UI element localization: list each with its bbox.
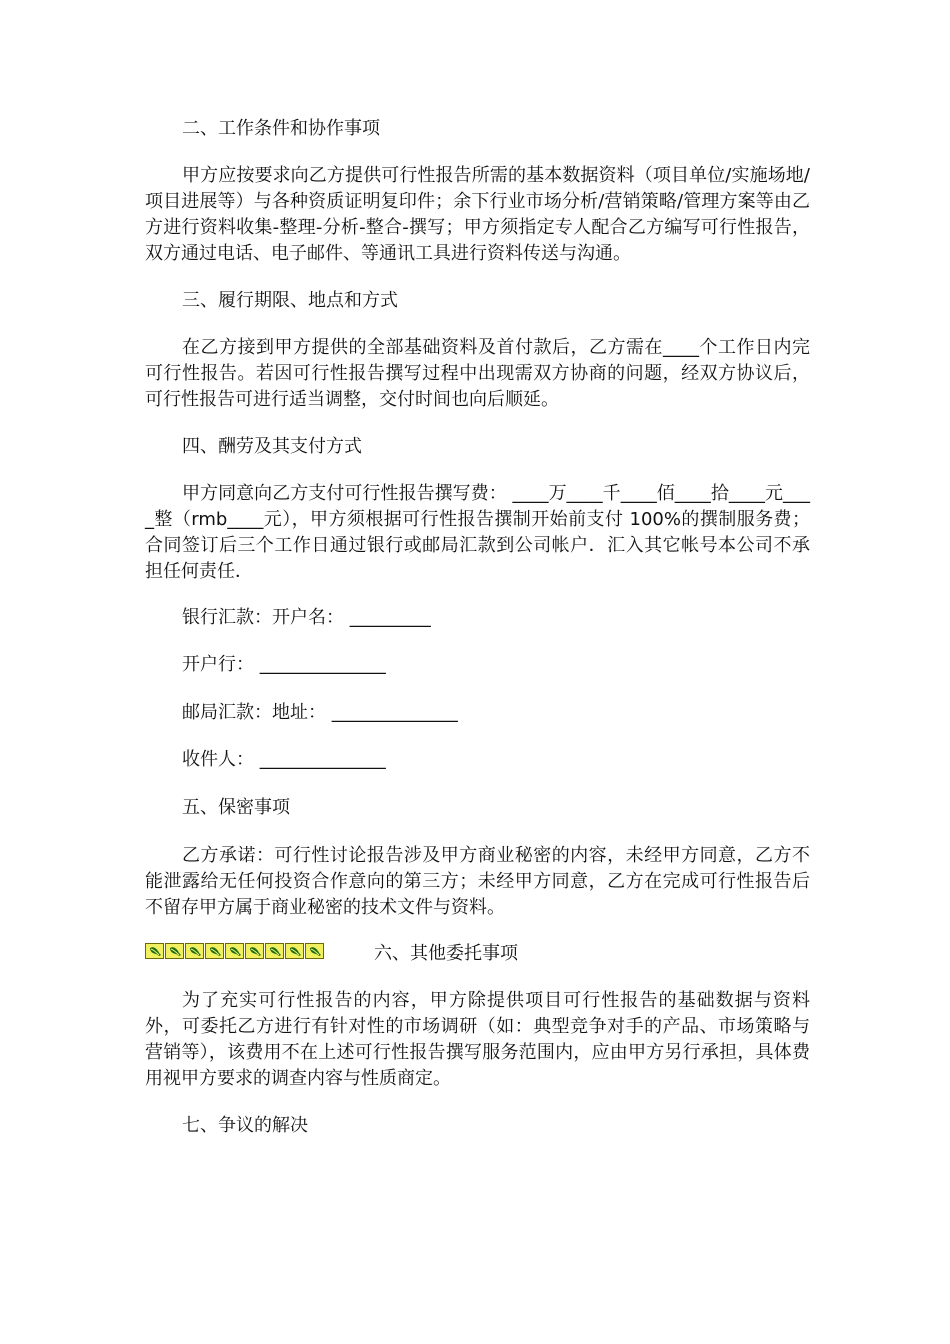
post-address: 邮局汇款：地址： ______________	[182, 702, 458, 723]
bank-account-name: 银行汇款：开户名： _________	[182, 607, 431, 628]
decorative-border	[145, 943, 325, 959]
leaf-tile-icon	[285, 943, 304, 959]
section-5-body: 乙方承诺：可行性讨论报告涉及甲方商业秘密的内容，未经甲方同意，乙方不能泄露给无任何投资合作意向的第三方；未经甲方同意，乙方在完成可行性报告后不留存甲方属于商业秘密的技术文件与资料。	[145, 845, 810, 918]
section-6-body: 为了充实可行性报告的内容，甲方除提供项目可行性报告的基础数据与资料外，可委托乙方进行有针对性的市场调研（如：典型竞争对手的产品、市场策略与营销等），该费用不在上述可行性报告撰写服务范围内，应由甲方另行承担，具体费用视甲方要求的调查内容与性质商定。	[145, 990, 810, 1089]
leaf-tile-icon	[205, 943, 224, 959]
leaf-tile-icon	[305, 943, 324, 959]
leaf-tile-icon	[225, 943, 244, 959]
section-3-heading: 三、履行期限、地点和方式	[182, 290, 398, 311]
section-3-body: 在乙方接到甲方提供的全部基础资料及首付款后，乙方需在____个工作日内完可行性报告。若因可行性报告撰写过程中出现需双方协商的问题，经双方协议后，可行性报告可进行适当调整，交付时间也向后顺延。	[145, 337, 810, 410]
leaf-tile-icon	[165, 943, 184, 959]
leaf-tile-icon	[145, 943, 164, 959]
leaf-tile-icon	[245, 943, 264, 959]
leaf-tile-icon	[185, 943, 204, 959]
section-5-heading: 五、保密事项	[182, 797, 290, 818]
section-2-heading: 二、工作条件和协作事项	[182, 118, 380, 139]
section-4-heading: 四、酬劳及其支付方式	[182, 436, 362, 457]
leaf-tile-icon	[265, 943, 284, 959]
section-2-body: 甲方应按要求向乙方提供可行性报告所需的基本数据资料（项目单位/实施场地/项目进展等）与各种资质证明复印件；余下行业市场分析/营销策略/管理方案等由乙方进行资料收集-整理-分析-整合-撰写；甲方须指定专人配合乙方编写可行性报告，双方通过电话、电子邮件、等通讯工具进行资料传送与沟通。	[145, 165, 810, 264]
section-7-heading: 七、争议的解决	[182, 1115, 308, 1136]
section-6-heading: 六、其他委托事项	[374, 943, 518, 964]
bank-branch: 开户行： ______________	[182, 654, 386, 675]
recipient: 收件人： ______________	[182, 749, 386, 770]
section-4-body: 甲方同意向乙方支付可行性报告撰写费： ____万____千____佰____拾____元____整（rmb____元），甲方须根据可行性报告撰制开始前支付 100%的撰制服务费；合同签订后三个工作日通过银行或邮局汇款到公司帐户．汇入其它帐号本公司不承担任何责任．	[145, 483, 810, 582]
